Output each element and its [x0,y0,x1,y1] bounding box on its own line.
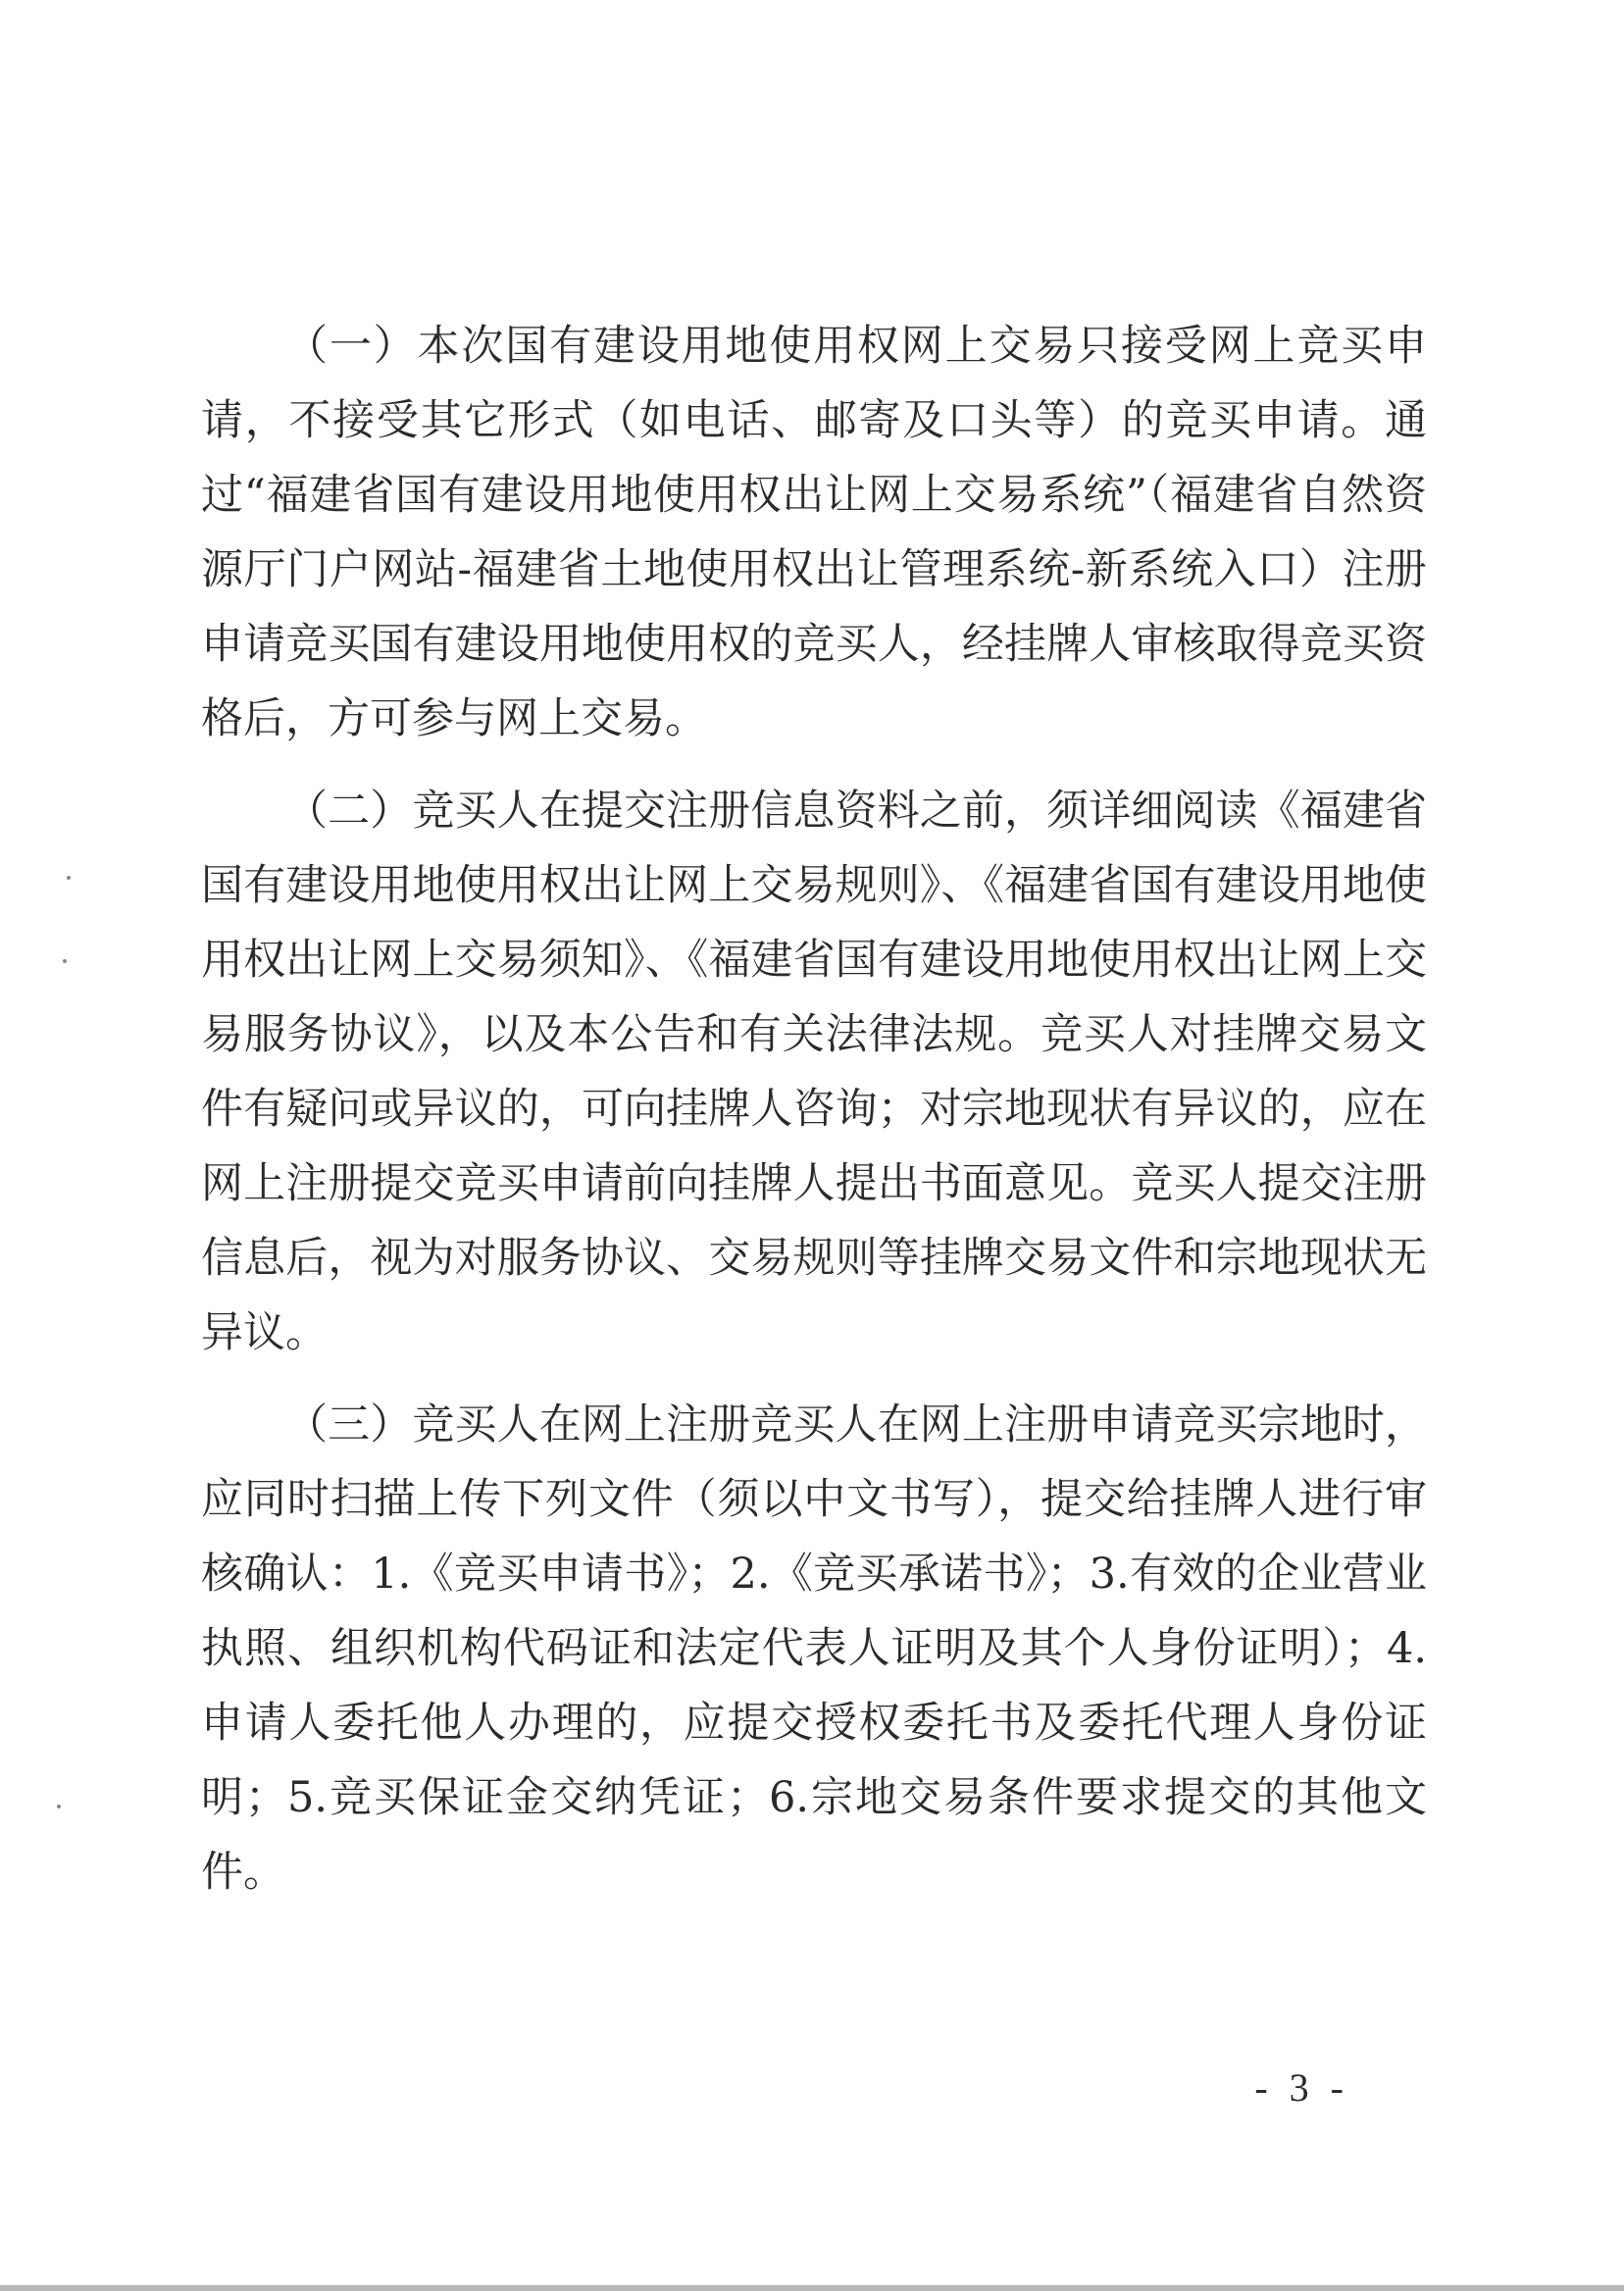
scan-speck [63,959,67,963]
paragraph-2: （二）竞买人在提交注册信息资料之前，须详细阅读《福建省国有建设用地使用权出让网上交易规则》、《福建省国有建设用地使用权出让网上交易须知》、《福建省国有建设用地使用权出让网上交易服务协议》，以及本公告和有关法律法规。竞买人对挂牌交易文件有疑问或异议的，可向挂牌人咨询；对宗地现状有异议的，应在网上注册提交竞买申请前向挂牌人提出书面意见。竞买人提交注册信息后，视为对服务协议、交易规则等挂牌交易文件和宗地现状无异议。 [201,787,1427,1357]
scan-speck [57,1805,61,1808]
document-body [201,309,1427,1927]
paragraph-3: （三）竞买人在网上注册竞买人在网上注册申请竞买宗地时，应同时扫描上传下列文件（须以中文书写），提交给挂牌人进行审核确认：1.《竞买申请书》；2.《竞买承诺书》；3.有效的企业营业执照、组织机构代码证和法定代表人证明及其个人身份证明）；4.申请人委托他人办理的，应提交授权委托书及委托代理人身份证明；5.竞买保证金交纳凭证；6.宗地交易条件要求提交的其他文件。 [201,1400,1427,1897]
scan-bottom-edge [0,2285,1624,2291]
page-number: - 3 - [1254,2065,1349,2110]
scan-speck [67,876,71,880]
paragraph-1: （一）本次国有建设用地使用权网上交易只接受网上竞买申请，不接受其它形式（如电话、邮寄及口头等）的竞买申请。通过“福建省国有建设用地使用权出让网上交易系统”（福建省自然资源厅门户网站-福建省土地使用权出让管理系统-新系统入口）注册申请竞买国有建设用地使用权的竞买人，经挂牌人审核取得竞买资格后，方可参与网上交易。 [201,322,1427,743]
